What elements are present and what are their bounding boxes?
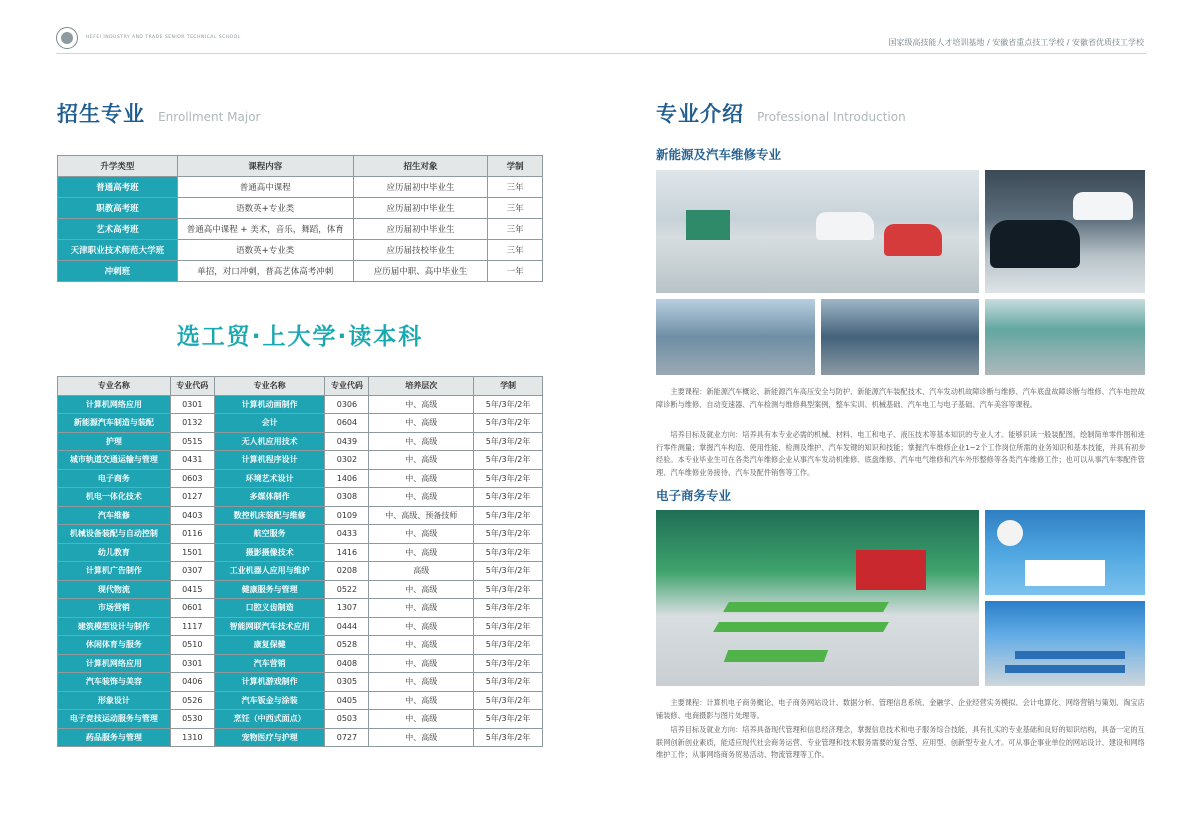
column-header: 学制 [488, 156, 543, 177]
major-name-cell: 电子商务 [58, 469, 171, 488]
major-name-cell: 现代物流 [58, 580, 171, 599]
major-name-cell: 航空服务 [214, 525, 325, 544]
table-cell: 中、高级 [369, 636, 474, 655]
table-row [58, 562, 543, 581]
intro-title-cn: 专业介绍 [656, 102, 744, 126]
major-name-cell: 艺术高考班 [58, 219, 178, 240]
table-row [58, 617, 543, 636]
table-cell: 0601 [170, 599, 214, 618]
enrollment-heading [57, 98, 260, 128]
table-cell: 0406 [170, 673, 214, 692]
table-cell: 中、高级 [369, 654, 474, 673]
table-cell: 应历届初中毕业生 [353, 177, 488, 198]
car-workshop-photo [656, 170, 979, 293]
table-cell: 中、高级 [369, 691, 474, 710]
ecom-classroom-photo [985, 601, 1145, 686]
table-cell: 5年/3年/2年 [474, 469, 543, 488]
major-name-cell: 宠物医疗与护理 [214, 728, 325, 747]
table-cell: 中、高级 [369, 414, 474, 433]
column-header: 专业代码 [325, 377, 369, 396]
major-name-cell: 口腔义齿制造 [214, 599, 325, 618]
major-name-cell: 汽车维修 [58, 506, 171, 525]
major-name-cell: 计算机游戏制作 [214, 673, 325, 692]
major-name-cell: 天津职业技术师范大学班 [58, 240, 178, 261]
kart-lab-photo [985, 299, 1145, 375]
major-name-cell: 冲刺班 [58, 261, 178, 282]
table-cell: 0305 [325, 673, 369, 692]
table-cell: 0405 [325, 691, 369, 710]
table-cell: 中、高级 [369, 617, 474, 636]
major-name-cell: 电子竞技运动服务与管理 [58, 710, 171, 729]
major-name-cell: 无人机应用技术 [214, 432, 325, 451]
table-cell: 5年/3年/2年 [474, 488, 543, 507]
table-cell: 普通高中课程 [177, 177, 353, 198]
table-cell: 语数英+专业类 [177, 198, 353, 219]
enrollment-table [57, 155, 543, 282]
major-name-cell: 环境艺术设计 [214, 469, 325, 488]
table-cell: 0530 [170, 710, 214, 729]
table-row [58, 506, 543, 525]
table-cell: 5年/3年/2年 [474, 691, 543, 710]
table-cell: 0208 [325, 562, 369, 581]
training-lab-photo [821, 299, 979, 375]
major-name-cell: 药品服务与管理 [58, 728, 171, 747]
major-name-cell: 摄影摄像技术 [214, 543, 325, 562]
table-cell: 高级 [369, 562, 474, 581]
table-cell: 中、高级 [369, 580, 474, 599]
table-cell: 中、高级 [369, 469, 474, 488]
table-row [58, 599, 543, 618]
school-name-en: HEFEI INDUSTRY AND TRADE SENIOR TECHNICAL SCHOOL [86, 35, 241, 40]
table-cell: 5年/3年/2年 [474, 654, 543, 673]
table-cell: 0109 [325, 506, 369, 525]
major-name-cell: 形象设计 [58, 691, 171, 710]
table-cell: 中、高级、预备技师 [369, 506, 474, 525]
table-row [58, 673, 543, 692]
major-name-cell: 机械设备装配与自动控制 [58, 525, 171, 544]
table-cell: 0403 [170, 506, 214, 525]
major-name-cell: 休闲体育与服务 [58, 636, 171, 655]
table-cell: 5年/3年/2年 [474, 599, 543, 618]
table-row [58, 219, 543, 240]
major-name-cell: 健康服务与管理 [214, 580, 325, 599]
live-studio-photo [985, 510, 1145, 595]
column-header: 专业名称 [58, 377, 171, 396]
table-cell: 5年/3年/2年 [474, 728, 543, 747]
table-row [58, 525, 543, 544]
table-cell: 0439 [325, 432, 369, 451]
table-cell: 1406 [325, 469, 369, 488]
column-header: 招生对象 [353, 156, 488, 177]
table-cell: 中、高级 [369, 395, 474, 414]
table-cell: 1416 [325, 543, 369, 562]
table-cell: 中、高级 [369, 673, 474, 692]
table-cell: 0308 [325, 488, 369, 507]
table-cell: 0526 [170, 691, 214, 710]
table-cell: 三年 [488, 219, 543, 240]
table-cell: 5年/3年/2年 [474, 636, 543, 655]
major-name-cell: 汽车装饰与美容 [58, 673, 171, 692]
table-header-row [58, 377, 543, 396]
table-cell: 0306 [325, 395, 369, 414]
table-cell: 0515 [170, 432, 214, 451]
ecom-major-title: 电子商务专业 [656, 488, 732, 503]
table-row [58, 710, 543, 729]
table-row [58, 240, 543, 261]
table-cell: 5年/3年/2年 [474, 543, 543, 562]
table-cell: 0302 [325, 451, 369, 470]
table-cell: 1117 [170, 617, 214, 636]
major-name-cell: 多媒体制作 [214, 488, 325, 507]
major-name-cell: 数控机床装配与维修 [214, 506, 325, 525]
column-header: 专业代码 [170, 377, 214, 396]
major-name-cell: 新能源汽车制造与装配 [58, 414, 171, 433]
major-name-cell: 计算机程序设计 [214, 451, 325, 470]
auto-courses-text: 主要课程：新能源汽车概论、新能源汽车高压安全与防护、新能源汽车装配技术、汽车发动机故障诊断与维修、汽车底盘故障诊断与维修、汽车电控故障诊断与维修、自动变速器、汽车检测与维修典型案例，整车实训、机械基础、汽车电工与电子基础、汽车美容等课程。 [656, 387, 1145, 409]
table-row [58, 198, 543, 219]
table-cell: 中、高级 [369, 488, 474, 507]
ecom-goals-text: 培养目标及就业方向：培养具备现代管理和信息经济理念，掌握信息技术和电子服务综合技能，具有扎实的专业基础和良好的知识结构，具备一定的互联网创新创业素质，能适应现代社会商务运营、专业管理和技术服务需要的复合型、应用型、创新型专业人才。可从事企事业单位的网站设计、建设和网络维护工作；从事网络商务贸易活动、物流管理等工作。 [656, 725, 1145, 759]
table-cell: 中、高级 [369, 599, 474, 618]
column-header: 课程内容 [177, 156, 353, 177]
major-name-cell: 计算机动画制作 [214, 395, 325, 414]
table-cell: 三年 [488, 198, 543, 219]
major-name-cell: 会计 [214, 414, 325, 433]
major-name-cell: 计算机网络应用 [58, 654, 171, 673]
table-cell: 0528 [325, 636, 369, 655]
table-header-row [58, 156, 543, 177]
table-cell: 5年/3年/2年 [474, 673, 543, 692]
table-row [58, 469, 543, 488]
column-header: 培养层次 [369, 377, 474, 396]
table-cell: 语数英+专业类 [177, 240, 353, 261]
car-showroom-photo [985, 170, 1145, 293]
ecom-courses-text: 主要课程：计算机电子商务概论、电子商务网站设计、数据分析、管理信息系统、金融学、企业经营实务模拟、会计电算化、网络营销与策划、淘宝店铺装修、电商摄影与图片处理等。 [656, 698, 1145, 720]
table-cell: 应历届初中毕业生 [353, 219, 488, 240]
header-divider [56, 53, 1146, 54]
table-cell: 1310 [170, 728, 214, 747]
intro-heading [656, 98, 906, 128]
table-cell: 1307 [325, 599, 369, 618]
table-cell: 0408 [325, 654, 369, 673]
major-name-cell: 汽车钣金与涂装 [214, 691, 325, 710]
column-header: 学制 [474, 377, 543, 396]
table-cell: 应历届初中毕业生 [353, 198, 488, 219]
table-row [58, 488, 543, 507]
table-cell: 1501 [170, 543, 214, 562]
major-name-cell: 职教高考班 [58, 198, 178, 219]
major-name-cell: 烹饪（中西式面点） [214, 710, 325, 729]
table-cell: 0415 [170, 580, 214, 599]
table-cell: 0510 [170, 636, 214, 655]
auto-goals-text: 培养目标及就业方向：培养具有本专业必需的机械、材料、电工和电子、液压技术等基本知识的专业人才。能够识读一般装配图，绘制简单零件图和进行零件测量；掌握汽车构造、使用性能、检测及维护、汽车发键的知识和技能；掌握汽车维修企业1~2个工作岗位所需的业务知识和基本技能，并具有初步经验。本专业毕业生可在各类汽车维修企业从事汽车发动机维修、底盘维修、汽车电气维修和汽车外形整修等各类汽车维修工作；也可以从事汽车零配件管理、汽车维修业务接待、汽车及配件销售等工作。 [656, 430, 1146, 477]
table-cell: 0603 [170, 469, 214, 488]
major-name-cell: 幼儿教育 [58, 543, 171, 562]
enrollment-title-en: Enrollment Major [158, 110, 261, 124]
table-cell: 0116 [170, 525, 214, 544]
table-cell: 0433 [325, 525, 369, 544]
column-header: 专业名称 [214, 377, 325, 396]
major-name-cell: 普通高考班 [58, 177, 178, 198]
school-logo-icon [56, 27, 78, 49]
table-row [58, 451, 543, 470]
engine-lab-photo [656, 299, 815, 375]
major-name-cell: 护理 [58, 432, 171, 451]
table-row [58, 177, 543, 198]
enrollment-title-cn: 招生专业 [57, 102, 145, 126]
table-cell: 普通高中课程 + 美术，音乐，舞蹈，体育 [177, 219, 353, 240]
table-cell: 5年/3年/2年 [474, 432, 543, 451]
table-cell: 0444 [325, 617, 369, 636]
table-cell: 5年/3年/2年 [474, 710, 543, 729]
table-cell: 中、高级 [369, 728, 474, 747]
table-cell: 0301 [170, 654, 214, 673]
column-header: 升学类型 [58, 156, 178, 177]
major-name-cell: 市场营销 [58, 599, 171, 618]
ecom-training-room-photo [656, 510, 979, 686]
table-cell: 应历届中职、高中毕业生 [353, 261, 488, 282]
table-row [58, 543, 543, 562]
table-cell: 中、高级 [369, 451, 474, 470]
table-cell: 中、高级 [369, 525, 474, 544]
table-row [58, 395, 543, 414]
major-name-cell: 城市轨道交通运输与管理 [58, 451, 171, 470]
header-tags: 国家级高技能人才培训基地 / 安徽省重点技工学校 / 安徽省优质技工学校 [888, 38, 1144, 47]
major-name-cell: 计算机广告制作 [58, 562, 171, 581]
major-name-cell: 智能网联汽车技术应用 [214, 617, 325, 636]
table-cell: 0522 [325, 580, 369, 599]
table-cell: 0127 [170, 488, 214, 507]
major-name-cell: 机电一体化技术 [58, 488, 171, 507]
table-cell: 中、高级 [369, 710, 474, 729]
auto-major-title: 新能源及汽车维修专业 [656, 147, 782, 162]
table-row [58, 636, 543, 655]
table-cell: 0301 [170, 395, 214, 414]
table-row [58, 691, 543, 710]
table-row [58, 728, 543, 747]
table-cell: 5年/3年/2年 [474, 580, 543, 599]
table-row [58, 261, 543, 282]
table-cell: 0307 [170, 562, 214, 581]
table-cell: 三年 [488, 240, 543, 261]
table-cell: 0431 [170, 451, 214, 470]
intro-title-en: Professional Introduction [757, 110, 906, 124]
table-cell: 0604 [325, 414, 369, 433]
page-header [0, 0, 1200, 56]
major-name-cell: 工业机器人应用与维护 [214, 562, 325, 581]
table-cell: 三年 [488, 177, 543, 198]
table-cell: 0132 [170, 414, 214, 433]
table-cell: 中、高级 [369, 432, 474, 451]
table-cell: 中、高级 [369, 543, 474, 562]
table-cell: 5年/3年/2年 [474, 451, 543, 470]
major-name-cell: 康复保健 [214, 636, 325, 655]
table-row [58, 414, 543, 433]
major-name-cell: 汽车营销 [214, 654, 325, 673]
table-cell: 5年/3年/2年 [474, 506, 543, 525]
table-cell: 单招，对口冲刺，普高艺体高考冲刺 [177, 261, 353, 282]
table-cell: 5年/3年/2年 [474, 395, 543, 414]
table-row [58, 580, 543, 599]
table-cell: 0503 [325, 710, 369, 729]
table-cell: 0727 [325, 728, 369, 747]
table-cell: 5年/3年/2年 [474, 525, 543, 544]
major-name-cell: 计算机网络应用 [58, 395, 171, 414]
major-name-cell: 建筑模型设计与制作 [58, 617, 171, 636]
table-row [58, 432, 543, 451]
table-cell: 5年/3年/2年 [474, 617, 543, 636]
table-row [58, 654, 543, 673]
table-cell: 应历届技校毕业生 [353, 240, 488, 261]
majors-table [57, 376, 543, 747]
table-cell: 一年 [488, 261, 543, 282]
table-cell: 5年/3年/2年 [474, 414, 543, 433]
table-cell: 5年/3年/2年 [474, 562, 543, 581]
slogan: 选工贸·上大学·读本科 [176, 324, 424, 350]
